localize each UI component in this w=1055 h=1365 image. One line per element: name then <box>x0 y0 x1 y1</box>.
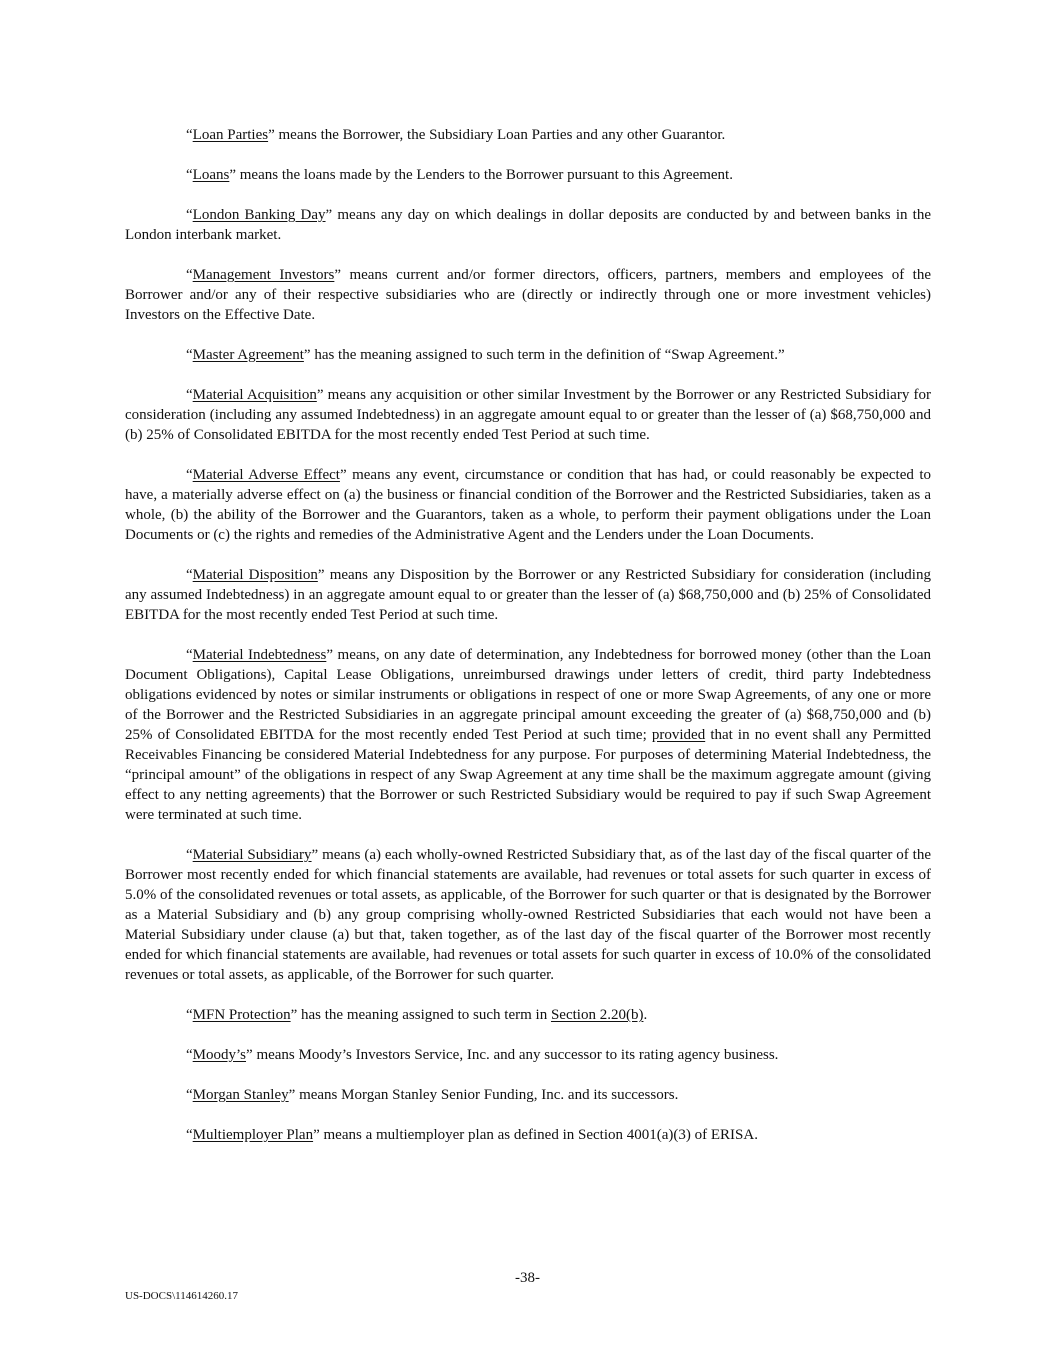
definition-moodys: “Moody’s” means Moody’s Investors Service, Inc. and any successor to its rating agency business. <box>186 1047 779 1063</box>
definition-text: has the meaning assigned to such term in <box>297 1007 551 1023</box>
definition-material-indebtedness: “Material Indebtedness” means, on any date of determination, any Indebtedness for borrowed money (other than the Loan Document Obligations), Capital Lease Obligations, unreimbursed drawings under letters of credit, third party Indebtedness obligations evidenced by notes or similar instruments or obligations in respect of one or more Swap Agreements, of any one or more of the Borrower and the Restricted Subsidiaries in an aggregate principal amount exceeding the greater of (a) $68,750,000 and (b) 25% of Consolidated EBITDA for the most recently ended Test Period at such time; provided that in no event shall any Permitted Receivables Financing be considered Material Indebtedness for any purpose. For purposes of determining Material Indebtedness, the “principal amount” of the obligations in respect of any Swap Agreement at any time shall be the maximum aggregate amount (giving effect to any netting agreements) that the Borrower or such Restricted Subsidiary would be required to pay if such Swap Agreement were terminated at such time. <box>125 647 932 823</box>
defined-term: Master Agreement <box>192 347 304 363</box>
definition-text: means any event, circumstance or condition that has had, or could reasonably be expected to have, a materially adverse effect on (a) the business or financial condition of the Borrower and the Restricted Subsidiaries, taken as a whole, (b) the ability of the Borrower and the Guarantors, taken as a whole, to perform their payment obligations under the Loan Documents or (c) the rights and remedies of the Administrative Agent and the Lenders under the Loan Documents. <box>125 467 931 543</box>
defined-term: Material Indebtedness <box>192 647 327 663</box>
defined-term: Management Investors <box>192 267 335 283</box>
defined-term: Material Disposition <box>192 567 318 583</box>
defined-term: Loan Parties <box>192 127 269 143</box>
definition-text: means Morgan Stanley Senior Funding, Inc. and its successors. <box>295 1087 679 1103</box>
definition-mfn-protection: “MFN Protection” has the meaning assigned to such term in Section 2.20(b). <box>186 1007 648 1023</box>
definition-text: means the loans made by the Lenders to the Borrower pursuant to this Agreement. <box>236 167 733 183</box>
section-reference: Section 2.20(b) <box>550 1007 644 1023</box>
definition-text: means the Borrower, the Subsidiary Loan Parties and any other Guarantor. <box>274 127 726 143</box>
definition-text: means, on any date of determination, any Indebtedness for borrowed money (other than the Loan Document Obligations), Capital Lease Obligations, unreimbursed drawings under letters of credit, third party Indebtedness obligations evidenced by notes or similar instruments or obligations in respect of one or more Swap Agreements, of any one or more of the Borrower and the Restricted Subsidiaries in an aggregate principal amount exceeding the greater of (a) $68,750,000 and (b) 25% of Consolidated EBITDA for the most recently ended Test Period at such time; <box>125 647 932 743</box>
definition-morgan-stanley: “Morgan Stanley” means Morgan Stanley Senior Funding, Inc. and its successors. <box>186 1087 679 1103</box>
definition-text: has the meaning assigned to such term in the definition of “Swap Agreement.” <box>310 347 785 363</box>
definition-material-disposition: “Material Disposition” means any Disposition by the Borrower or any Restricted Subsidiary for consideration (including any assumed Indebtedness) in an aggregate amount equal to or greater than the lesser of (a) $68,750,000 and (b) 25% of Consolidated EBITDA for the most recently ended Test Period at such time. <box>125 567 931 623</box>
defined-term: Moody’s <box>192 1047 247 1063</box>
defined-term: Material Subsidiary <box>192 847 312 863</box>
defined-term: Material Acquisition <box>192 387 317 403</box>
definition-text: means any acquisition or other similar Investment by the Borrower or any Restricted Subsidiary for consideration (including any assumed Indebtedness) in an aggregate amount equal to or greater than the lesser of (a) $68,750,000 and (b) 25% of Consolidated EBITDA for the most recently ended Test Period at such time. <box>125 387 931 443</box>
definition-text: means a multiemployer plan as defined in Section 4001(a)(3) of ERISA. <box>319 1127 758 1143</box>
definition-text: means any Disposition by the Borrower or any Restricted Subsidiary for consideration (including any assumed Indebtedness) in an aggregate amount equal to or greater than the lesser of (a) $68,750,000 and (b) 25% of Consolidated EBITDA for the most recently ended Test Period at such time. <box>125 567 931 623</box>
defined-term: Multiemployer Plan <box>192 1127 314 1143</box>
definition-material-adverse-effect: “Material Adverse Effect” means any event, circumstance or condition that has had, or could reasonably be expected to have, a materially adverse effect on (a) the business or financial condition of the Borrower and the Restricted Subsidiaries, taken as a whole, (b) the ability of the Borrower and the Guarantors, taken as a whole, to perform their payment obligations under the Loan Documents or (c) the rights and remedies of the Administrative Agent and the Lenders under the Loan Documents. <box>125 467 931 543</box>
definition-material-acquisition: “Material Acquisition” means any acquisition or other similar Investment by the Borrower or any Restricted Subsidiary for consideration (including any assumed Indebtedness) in an aggregate amount equal to or greater than the lesser of (a) $68,750,000 and (b) 25% of Consolidated EBITDA for the most recently ended Test Period at such time. <box>125 387 931 443</box>
definition-text: means current and/or former directors, officers, partners, members and employees of the Borrower and/or any of their respective subsidiaries who are (directly or indirectly through one or more investment vehicles) Investors on the Effective Date. <box>125 267 931 323</box>
definition-management-investors: “Management Investors” means current and/or former directors, officers, partners, members and employees of the Borrower and/or any of their respective subsidiaries who are (directly or indirectly through one or more investment vehicles) Investors on the Effective Date. <box>125 267 931 323</box>
document-id: US-DOCS\114614260.17 <box>125 1290 238 1302</box>
definition-london-banking-day: “London Banking Day” means any day on which dealings in dollar deposits are conducted by and between banks in the London interbank market. <box>125 207 931 243</box>
definition-multiemployer-plan: “Multiemployer Plan” means a multiemployer plan as defined in Section 4001(a)(3) of ERISA. <box>186 1127 758 1143</box>
definition-text: means (a) each wholly-owned Restricted Subsidiary that, as of the last day of the fiscal quarter of the Borrower most recently ended for which financial statements are available, had revenues or total assets for such quarter in excess of 5.0% of the consolidated revenues or total assets, as applicable, of the Borrower for such quarter or that is designated by the Borrower as a Material Subsidiary and (b) any group comprising wholly-owned Restricted Subsidiaries that each would not have been a Material Subsidiary under clause (a) but that, taken together, as of the last day of the fiscal quarter of the Borrower most recently ended for which financial statements are available, had revenues or total assets for such quarter in excess of 10.0% of the consolidated revenues or total assets, as applicable, of the Borrower for such quarter. <box>125 847 931 983</box>
defined-term: Loans <box>192 167 230 183</box>
defined-term: Morgan Stanley <box>192 1087 289 1103</box>
definitions-list <box>125 125 931 1165</box>
definition-loan-parties: “Loan Parties” means the Borrower, the Subsidiary Loan Parties and any other Guarantor. <box>186 127 726 143</box>
defined-term: MFN Protection <box>192 1007 291 1023</box>
defined-term: Material Adverse Effect <box>192 467 340 483</box>
proviso-term: provided <box>651 727 706 743</box>
definition-text-continued: . <box>643 1007 648 1023</box>
definition-material-subsidiary: “Material Subsidiary” means (a) each wholly-owned Restricted Subsidiary that, as of the last day of the fiscal quarter of the Borrower most recently ended for which financial statements are available, had revenues or total assets for such quarter in excess of 5.0% of the consolidated revenues or total assets, as applicable, of the Borrower for such quarter or that is designated by the Borrower as a Material Subsidiary and (b) any group comprising wholly-owned Restricted Subsidiaries that each would not have been a Material Subsidiary under clause (a) but that, taken together, as of the last day of the fiscal quarter of the Borrower most recently ended for which financial statements are available, had revenues or total assets for such quarter in excess of 10.0% of the consolidated revenues or total assets, as applicable, of the Borrower for such quarter. <box>125 847 931 983</box>
definition-master-agreement: “Master Agreement” has the meaning assigned to such term in the definition of “Swap Agreement.” <box>186 347 785 363</box>
page-number: -38- <box>515 1270 540 1286</box>
definition-text-continued: that in no event shall any Permitted Receivables Financing be considered Material Indebtedness for any purpose. For purposes of determining Material Indebtedness, the “principal amount” of the obligations in respect of any Swap Agreement at any time shall be the maximum aggregate amount (giving effect to any netting agreements) that the Borrower or such Restricted Subsidiary would be required to pay if such Swap Agreement were terminated at such time. <box>125 727 931 823</box>
definition-text: means Moody’s Investors Service, Inc. and any successor to its rating agency business. <box>252 1047 779 1063</box>
definition-loans: “Loans” means the loans made by the Lenders to the Borrower pursuant to this Agreement. <box>186 167 733 183</box>
definition-text: means any day on which dealings in dollar deposits are conducted by and between banks in the London interbank market. <box>125 207 931 243</box>
defined-term: London Banking Day <box>192 207 326 223</box>
